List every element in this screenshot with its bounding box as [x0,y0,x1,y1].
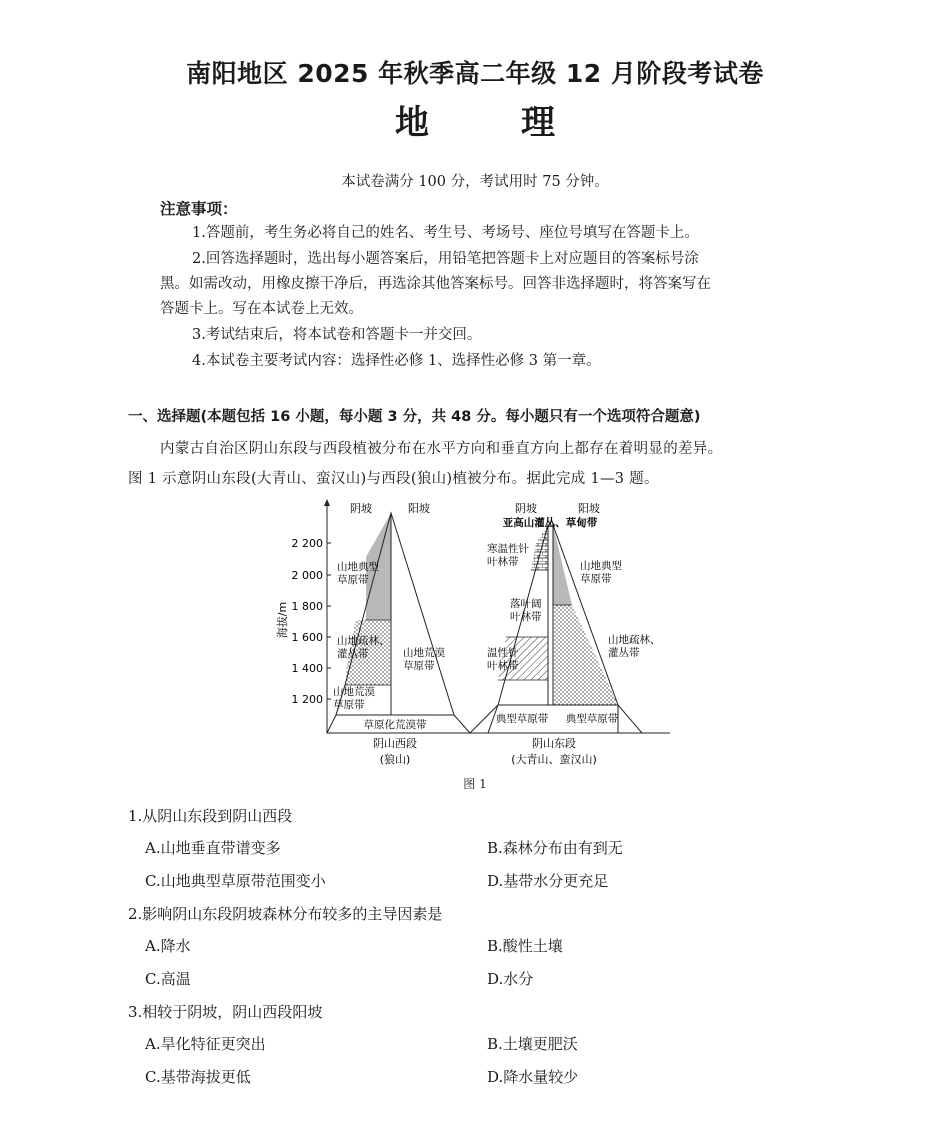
west-zone-label: 草原化荒漠带 [363,719,427,731]
subject-title [0,95,950,144]
east-zone-label: 山地疏林、 [608,634,661,646]
west-sub: (狼山) [379,753,411,766]
west-shady-label: 阴坡 [350,502,372,515]
west-zone-label: 草原带 [337,574,369,586]
east-zone-label: 亚高山灌丛、草甸带 [502,517,598,529]
y-axis-label: 海拔/m [276,601,289,639]
note-item: 答题卡上。写在本试卷上无效。 [160,301,363,317]
y-tick-label: 1 200 [291,693,323,706]
exam-info: 本试卷满分 100 分，考试用时 75 分钟。 [341,174,609,190]
east-zone-label: 叶林带 [510,611,542,623]
east-zone-label: 叶林带 [487,660,519,672]
east-shady-label: 阴坡 [515,502,537,515]
option-d: D.降水量较少 [487,1068,579,1086]
west-zone-label: 山地荒漠 [333,686,375,698]
question-stem: 3.相较于阴坡，阴山西段阳坡 [128,1003,323,1021]
east-cold-conifer-zone [531,525,548,570]
intro-line-1: 内蒙古自治区阴山东段与西段植被分布在水平方向和垂直方向上都存在着明显的差异。 [160,441,723,457]
east-zone-label: 叶林带 [487,556,519,568]
option-d: D.基带水分更充足 [487,872,609,890]
option-a: A.降水 [145,937,191,955]
east-sunny-label: 阳坡 [578,502,600,515]
subject-char-2: 理 [521,103,555,143]
east-sub: (大青山、蛮汉山) [511,753,597,766]
west-zone-label: 灌丛带 [337,648,369,660]
y-axis-arrow [324,499,330,506]
option-b: B.酸性土壤 [487,937,563,955]
east-mountain [470,501,661,766]
exam-title: 南阳地区 2025 年秋季高二年级 12 月阶段考试卷 [186,59,764,88]
option-b: B.森林分布由有到无 [487,839,623,857]
note-item: 4.本试卷主要考试内容：选择性必修 1、选择性必修 3 第一章。 [192,353,601,369]
option-c: C.基带海拔更低 [145,1068,251,1086]
section-heading: 一、选择题(本题包括 16 小题，每小题 3 分，共 48 分。每小题只有一个选项符合题意) [128,409,701,425]
option-a: A.旱化特征更突出 [145,1035,266,1053]
option-a: A.山地垂直带谱变多 [145,839,281,857]
option-c: C.山地典型草原带范围变小 [145,872,326,890]
note-item: 1.答题前，考生务必将自己的姓名、考生号、考场号、座位号填写在答题卡上。 [192,225,699,241]
question-stem: 1.从阴山东段到阴山西段 [128,807,293,825]
y-tick-label: 1 600 [291,631,323,644]
west-zone-label: 山地典型 [337,561,379,573]
notes-heading: 注意事项： [160,200,238,218]
vegetation-zone-figure [270,495,690,795]
option-b: B.土壤更肥沃 [487,1035,578,1053]
east-zone-label: 温性针 [487,647,519,659]
east-zone-label: 灌丛带 [608,647,640,659]
west-name: 阴山西段 [373,737,417,750]
east-zone-label: 寒温性针 [487,543,529,555]
west-zone-label: 山地荒漠 [403,647,445,659]
y-tick-label: 2 000 [291,569,323,582]
east-sunny-typical-steppe-zone [553,525,572,605]
y-tick-label: 1 400 [291,662,323,675]
east-zone-label: 典型草原带 [495,713,549,725]
note-item: 3.考试结束后，将本试卷和答题卡一并交回。 [192,327,482,343]
y-tick-label: 1 800 [291,600,323,613]
option-c: C.高温 [145,970,191,988]
question-stem: 2.影响阴山东段阴坡森林分布较多的主导因素是 [128,905,443,923]
east-name: 阴山东段 [532,737,576,750]
west-mountain [327,501,470,766]
west-zone-label: 草原带 [403,660,435,672]
note-item: 2.回答选择题时，选出每小题答案后，用铅笔把答题卡上对应题目的答案标号涂 [192,251,699,267]
west-zone-label: 山地疏林、 [337,635,390,647]
figure-caption: 图 1 [463,777,487,791]
west-zone-label: 草原带 [333,699,365,711]
intro-line-2: 图 1 示意阴山东段(大青山、蛮汉山)与西段(狼山)植被分布。据此完成 1—3 题。 [128,471,659,487]
note-item: 黑。如需改动，用橡皮擦干净后，再选涂其他答案标号。回答非选择题时，将答案写在 [160,276,711,292]
subject-char-1: 地 [395,103,429,143]
option-d: D.水分 [487,970,534,988]
east-zone-label: 典型草原带 [565,713,619,725]
west-sunny-label: 阳坡 [408,502,430,515]
east-zone-label: 山地典型 [580,560,622,572]
y-tick-label: 2 200 [291,537,323,550]
east-zone-label: 落叶阔 [510,598,542,610]
east-zone-label: 草原带 [580,573,612,585]
